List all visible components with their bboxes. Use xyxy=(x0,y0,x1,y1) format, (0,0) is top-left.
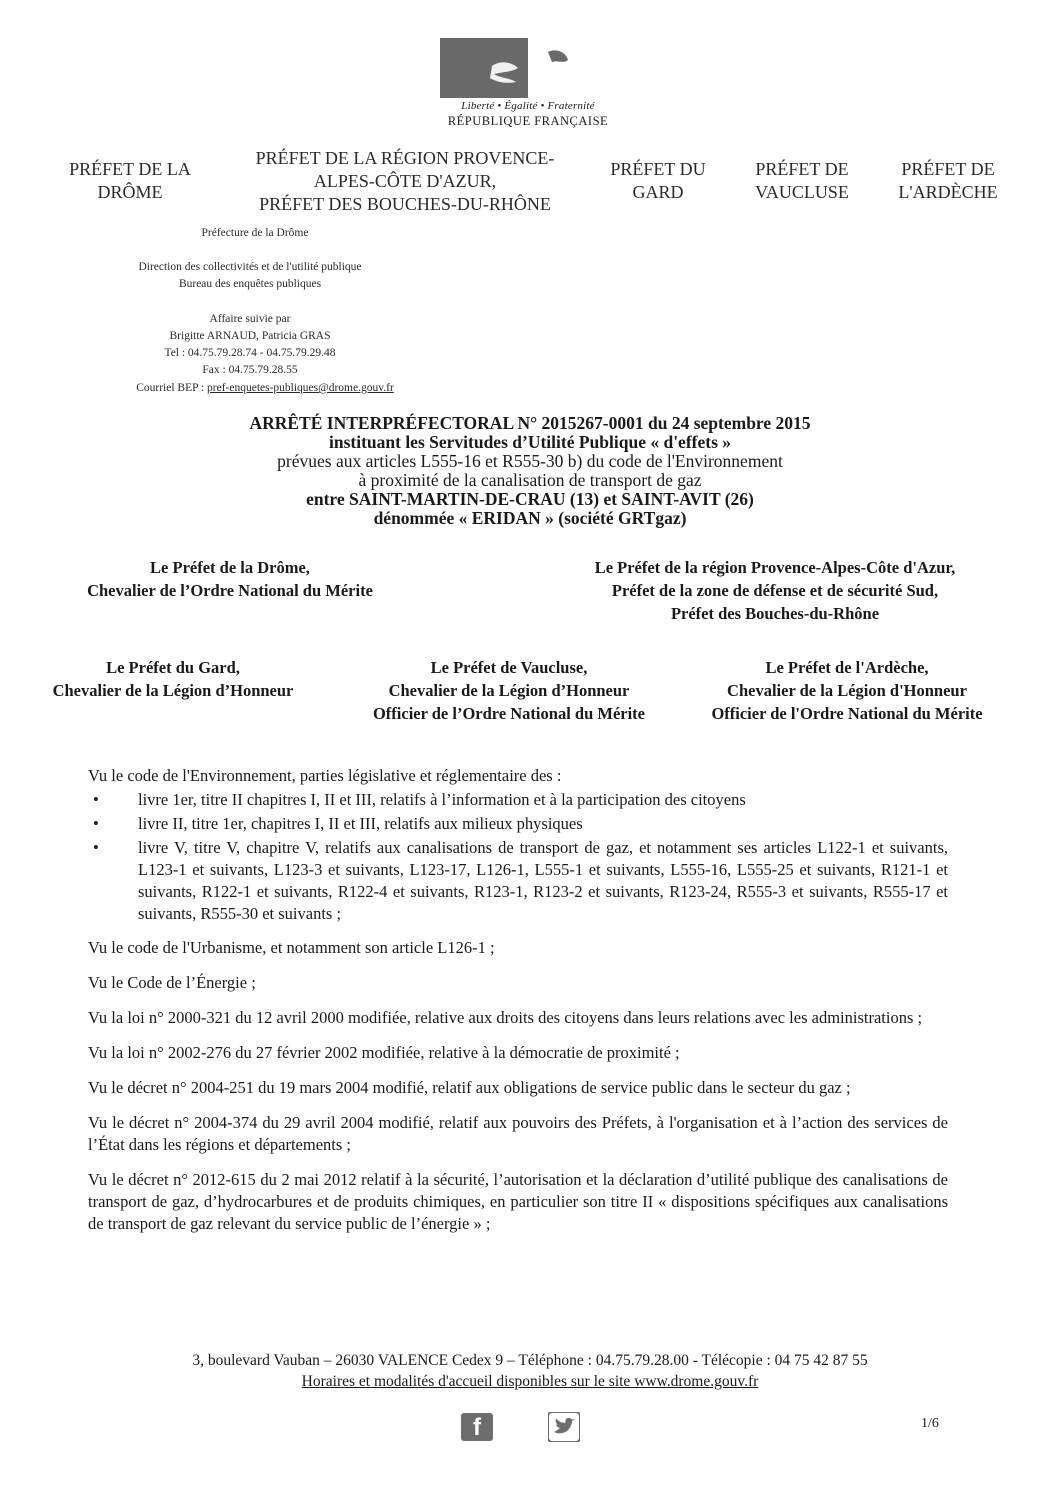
list-item-text: livre V, titre V, chapitre V, relatifs aux canalisations de transport de gaz, et notamment ses articles L122-1 et suivants, L123-1 et suivants, L123-3 et suivants, L123-17, L126-1, L555-1 et suivants, L555-16, L555-25 et suivants, R121-1 et suivants, R122-1 et suivants, R122-4 et suivants, R123-1, R123-2 et suivants, R123-24, R555-3 et suivants, R555-17 et suivants, R555-30 et suivants ; xyxy=(138,838,948,923)
bullet-icon: • xyxy=(93,838,99,857)
arrete-scope: à proximité de la canalisation de transport de gaz xyxy=(358,470,702,490)
bullet-icon: • xyxy=(93,814,99,833)
facebook-icon[interactable]: f xyxy=(461,1413,493,1441)
signatory-line: Préfet de la zone de défense et de sécurité Sud, xyxy=(611,581,939,600)
signatory-line: Le Préfet du Gard, xyxy=(106,658,240,677)
heading-line: PRÉFET DE LA RÉGION PROVENCE- xyxy=(255,148,555,168)
signatory-line: Chevalier de la Légion d’Honneur xyxy=(52,681,294,700)
signatory-drome xyxy=(70,556,390,602)
heading-line: VAUCLUSE xyxy=(755,182,849,202)
signatory-line: Préfet des Bouches-du-Rhône xyxy=(670,604,880,623)
email-label: Courriel BEP : xyxy=(136,382,208,394)
list-item xyxy=(88,837,948,925)
heading-line: DRÔME xyxy=(97,182,163,202)
arrete-name: dénommée « ERIDAN » (société GRTgaz) xyxy=(373,508,687,528)
footer-address: 3, boulevard Vauban – 26030 VALENCE Cedex 9 – Téléphone : 04.75.79.28.00 - Télécopie : 04 75 42 87 55 xyxy=(192,1352,868,1369)
marianne-logo-mark xyxy=(440,38,616,98)
arrete-title xyxy=(160,414,900,528)
signatory-vaucluse xyxy=(344,656,674,725)
visa-paragraph: Vu la loi n° 2000-321 du 12 avril 2000 modifiée, relative aux droits des citoyens dans leurs relations avec les administrations ; xyxy=(88,1008,923,1027)
direction-label: Direction des collectivités et de l'utilité publique xyxy=(138,261,362,273)
contact-email xyxy=(60,380,470,397)
visa-paragraph: Vu le décret n° 2012-615 du 2 mai 2012 relatif à la sécurité, l’autorisation et la déclaration d’utilité publique des canalisations de transport de gaz, d’hydrocarbures et de produits chimiques, en particulier son titre II « dispositions spécifiques aux canalisations de transport de gaz relevant du service public de l’énergie » ; xyxy=(88,1170,948,1233)
prefet-gard-heading xyxy=(595,158,721,204)
prefecture-label: Préfecture de la Drôme xyxy=(201,227,309,239)
signatory-line: Chevalier de la Légion d’Honneur xyxy=(388,681,630,700)
visa-bullet-list xyxy=(88,789,948,925)
visa-paragraph: Vu la loi n° 2002-276 du 27 février 2002 modifiée, relative à la démocratie de proximité ; xyxy=(88,1043,680,1062)
footer-site-link[interactable]: www.drome.gouv.fr xyxy=(634,1373,759,1390)
marianne-logo xyxy=(440,38,616,129)
affaire-label: Affaire suivie par xyxy=(209,313,291,325)
page-number: 1/6 xyxy=(921,1416,939,1431)
arrete-articles: prévues aux articles L555-16 et R555-30 b) du code de l'Environnement xyxy=(277,451,783,471)
signatory-paca xyxy=(530,556,1020,625)
sender-direction xyxy=(60,259,440,293)
contact-fax: Fax : 04.75.79.28.55 xyxy=(202,364,298,376)
list-item xyxy=(88,789,948,811)
page-footer xyxy=(100,1350,960,1392)
visa-paragraph: Vu le décret n° 2004-374 du 29 avril 2004 modifié, relatif aux pouvoirs des Préfets, à l'organisation et à l’action des services de l’État dans les régions et départements ; xyxy=(88,1113,948,1154)
footer-hours: Horaires et modalités d'accueil disponibles sur le site xyxy=(301,1373,635,1390)
list-item xyxy=(88,813,948,835)
signatory-line: Le Préfet de la région Provence-Alpes-Côte d'Azur, xyxy=(594,558,956,577)
signatory-line: Le Préfet de la Drôme, xyxy=(150,558,310,577)
arrete-number: ARRÊTÉ INTERPRÉFECTORAL N° 2015267-0001 du 24 septembre 2015 xyxy=(249,413,811,433)
visa-intro: Vu le code de l'Environnement, parties législative et réglementaire des : xyxy=(88,766,562,785)
visas-body xyxy=(88,765,948,1248)
signatory-line: Le Préfet de l'Ardèche, xyxy=(765,658,929,677)
heading-line: PRÉFET DU xyxy=(610,159,706,179)
list-item-text: livre 1er, titre II chapitres I, II et III, relatifs à l’information et à la participation des citoyens xyxy=(138,790,746,809)
signatory-gard xyxy=(18,656,328,702)
heading-line: ALPES-CÔTE D'AZUR, xyxy=(313,171,497,191)
signatory-line: Officier de l’Ordre National du Mérite xyxy=(372,704,646,723)
heading-line: PRÉFET DE xyxy=(755,159,849,179)
republic-motto: Liberté • Égalité • Fraternité xyxy=(461,100,595,112)
email-link[interactable]: pref-enquetes-publiques@drome.gouv.fr xyxy=(207,382,394,394)
signatory-line: Chevalier de l’Ordre National du Mérite xyxy=(87,581,373,600)
footer-hours-line xyxy=(100,1371,960,1392)
prefet-vaucluse-heading xyxy=(734,158,870,204)
prefet-paca-heading xyxy=(225,147,585,216)
heading-line: GARD xyxy=(632,182,684,202)
bureau-label: Bureau des enquêtes publiques xyxy=(178,278,322,290)
arrete-route: entre SAINT-MARTIN-DE-CRAU (13) et SAINT-AVIT (26) xyxy=(306,489,754,509)
heading-line: L'ARDÈCHE xyxy=(898,182,998,202)
contact-names: Brigitte ARNAUD, Patricia GRAS xyxy=(169,330,331,342)
republic-name: RÉPUBLIQUE FRANÇAISE xyxy=(447,114,609,128)
arrete-subject: instituant les Servitudes d’Utilité Publique « d'effets » xyxy=(328,432,732,452)
visa-paragraph: Vu le décret n° 2004-251 du 19 mars 2004 modifié, relatif aux obligations de service public dans le secteur du gaz ; xyxy=(88,1078,851,1097)
signatory-line: Chevalier de la Légion d'Honneur xyxy=(727,681,967,700)
visa-paragraph: Vu le Code de l’Énergie ; xyxy=(88,973,256,992)
contact-block xyxy=(60,311,440,379)
contact-tel: Tel : 04.75.79.28.74 - 04.75.79.29.48 xyxy=(164,347,336,359)
bullet-icon: • xyxy=(93,790,99,809)
visa-paragraph: Vu le code de l'Urbanisme, et notamment son article L126-1 ; xyxy=(88,938,495,957)
signatory-line: Officier de l'Ordre National du Mérite xyxy=(711,704,983,723)
prefet-drome-heading xyxy=(52,158,208,204)
list-item-text: livre II, titre 1er, chapitres I, II et III, relatifs aux milieux physiques xyxy=(138,814,583,833)
heading-line: PRÉFET DE LA xyxy=(69,159,191,179)
heading-line: PRÉFET DE xyxy=(901,159,995,179)
heading-line: PRÉFET DES BOUCHES-DU-RHÔNE xyxy=(259,194,551,214)
twitter-icon[interactable] xyxy=(548,1412,580,1442)
signatory-ardeche xyxy=(680,656,1014,725)
signatory-line: Le Préfet de Vaucluse, xyxy=(430,658,588,677)
prefet-ardeche-heading xyxy=(878,158,1018,204)
